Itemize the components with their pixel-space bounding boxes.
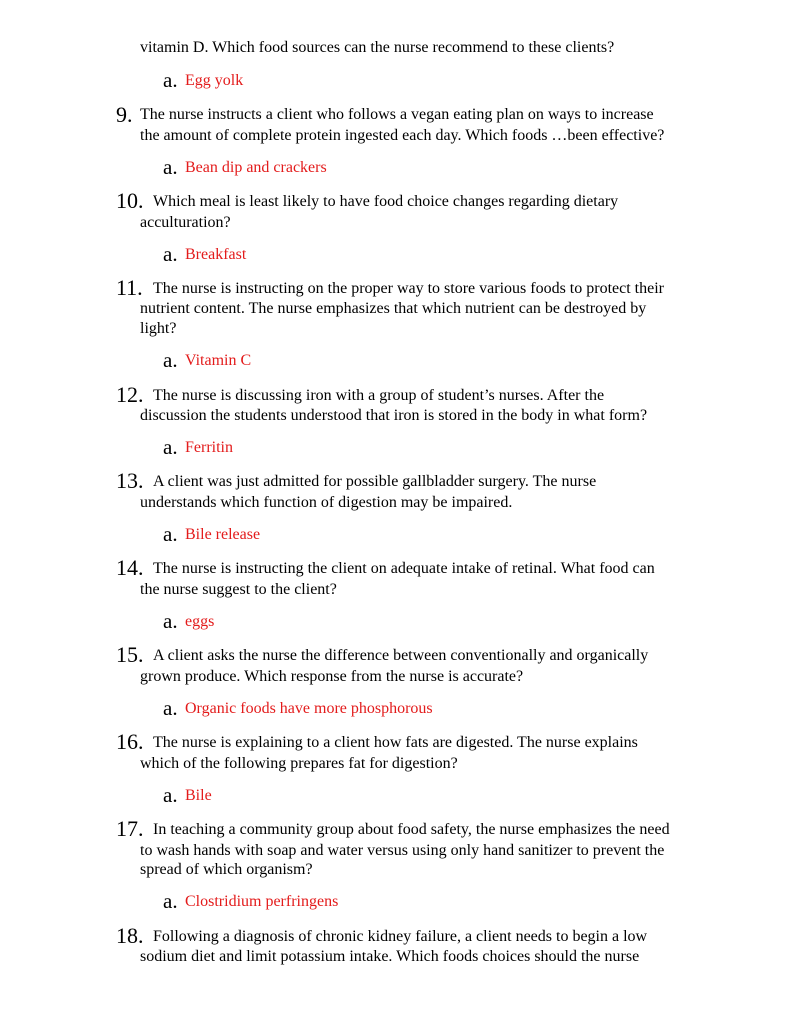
question-line: the nurse suggest to the client? bbox=[140, 581, 337, 598]
question-number: 16. bbox=[116, 729, 144, 754]
answer-text: Bile release bbox=[185, 526, 261, 543]
question-line: grown produce. Which response from the nurse is accurate? bbox=[140, 668, 524, 685]
answer-marker: a. bbox=[163, 889, 178, 913]
question-line: to wash hands with soap and water versus using only hand sanitizer to prevent the bbox=[140, 842, 665, 859]
question-line: which of the following prepares fat for digestion? bbox=[140, 755, 458, 772]
question-line: The nurse instructs a client who follows a vegan eating plan on ways to increase bbox=[140, 106, 654, 123]
question-number: 10. bbox=[116, 188, 144, 213]
question-line: In teaching a community group about food safety, the nurse emphasizes the need bbox=[153, 821, 670, 838]
question-line: The nurse is discussing iron with a group of student’s nurses. After the bbox=[153, 387, 605, 404]
answer-marker: a. bbox=[163, 783, 178, 807]
question-line: nutrient content. The nurse emphasizes that which nutrient can be destroyed by bbox=[140, 300, 647, 317]
answer-text: Breakfast bbox=[185, 246, 247, 263]
question-line: Following a diagnosis of chronic kidney failure, a client needs to begin a low bbox=[153, 928, 648, 945]
question-line: discussion the students understood that iron is stored in the body in what form? bbox=[140, 407, 648, 424]
question-number: 13. bbox=[116, 468, 144, 493]
question-line: A client was just admitted for possible gallbladder surgery. The nurse bbox=[153, 473, 597, 490]
question-number: 17. bbox=[116, 816, 144, 841]
answer-marker: a. bbox=[163, 242, 178, 266]
answer-text: eggs bbox=[185, 613, 215, 630]
answer-text: Bile bbox=[185, 787, 212, 804]
answer-text: Vitamin C bbox=[185, 352, 252, 369]
answer-marker: a. bbox=[163, 155, 178, 179]
intro-answer: Egg yolk bbox=[185, 72, 244, 89]
answer-text: Clostridium perfringens bbox=[185, 893, 339, 910]
answer-marker: a. bbox=[163, 435, 178, 459]
answer-marker: a. bbox=[163, 609, 178, 633]
question-number: 18. bbox=[116, 923, 144, 948]
question-number: 11. bbox=[116, 275, 143, 300]
question-line: light? bbox=[140, 320, 177, 337]
question-number: 12. bbox=[116, 382, 144, 407]
question-line: The nurse is explaining to a client how fats are digested. The nurse explains bbox=[153, 734, 638, 751]
question-line: understands which function of digestion may be impaired. bbox=[140, 494, 513, 511]
question-line: acculturation? bbox=[140, 214, 231, 231]
question-line: The nurse is instructing on the proper way to store various foods to protect their bbox=[153, 280, 664, 297]
answer-text: Bean dip and crackers bbox=[185, 159, 327, 176]
question-line: The nurse is instructing the client on adequate intake of retinal. What food can bbox=[153, 560, 655, 577]
question-line: the amount of complete protein ingested each day. Which foods …been effective? bbox=[140, 127, 665, 144]
answer-marker: a. bbox=[163, 522, 178, 546]
intro-question-line: vitamin D. Which food sources can the nurse recommend to these clients? bbox=[140, 39, 615, 56]
question-number: 14. bbox=[116, 555, 144, 580]
question-number: 9. bbox=[116, 102, 133, 127]
question-line: Which meal is least likely to have food choice changes regarding dietary bbox=[153, 193, 619, 210]
question-line: spread of which organism? bbox=[140, 861, 313, 878]
question-line: sodium diet and limit potassium intake. Which foods choices should the nurse bbox=[140, 948, 640, 965]
answer-text: Ferritin bbox=[185, 439, 233, 456]
answer-text: Organic foods have more phosphorous bbox=[185, 700, 433, 717]
question-line: A client asks the nurse the difference between conventionally and organically bbox=[153, 647, 649, 664]
answer-marker: a. bbox=[163, 68, 178, 92]
answer-marker: a. bbox=[163, 348, 178, 372]
question-number: 15. bbox=[116, 642, 144, 667]
answer-marker: a. bbox=[163, 696, 178, 720]
